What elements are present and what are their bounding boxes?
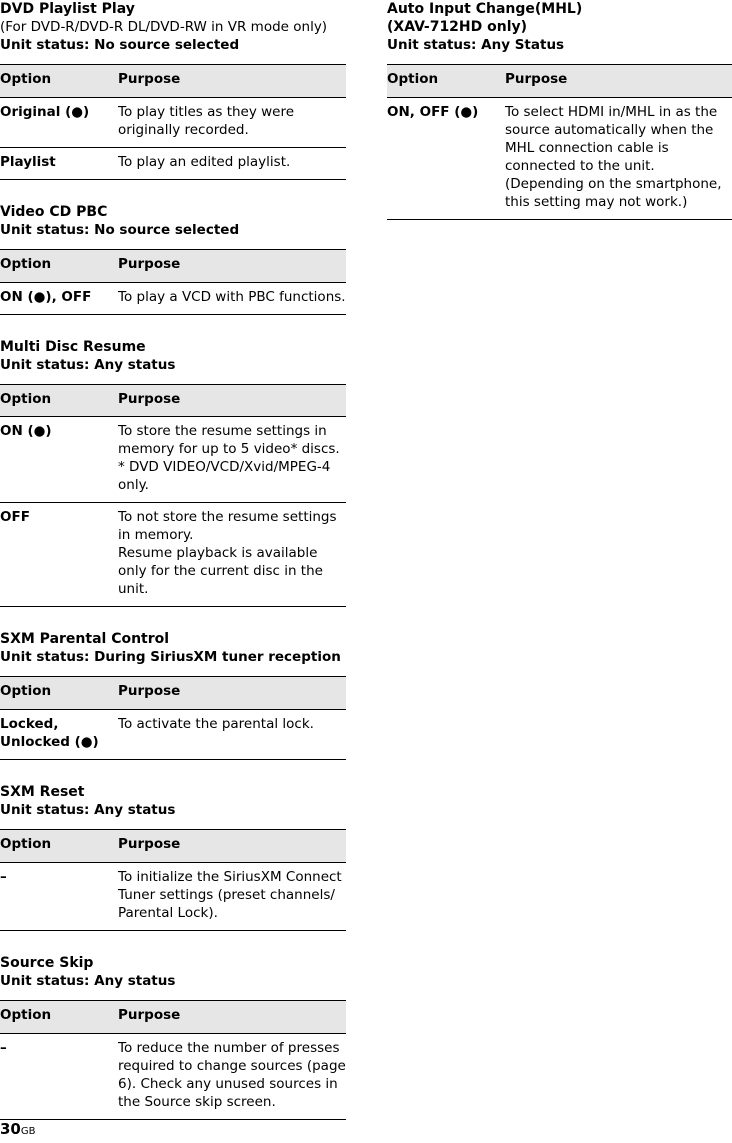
table-header-row: [0, 249, 346, 282]
table-row: [0, 710, 346, 760]
unit-status: Unit status: No source selected: [0, 221, 240, 238]
option-cell: ON, OFF (●): [387, 97, 505, 219]
option-cell: –: [0, 1033, 118, 1119]
setting-section-auto-input-change-mhl: [387, 0, 732, 220]
section-title: SXM Reset: [0, 784, 85, 801]
right-column: [387, 0, 732, 243]
table-header-row: [0, 1001, 346, 1034]
section-note: (For DVD-R/DVD-R DL/DVD-RW in VR mode only): [0, 19, 328, 35]
table-header-row: [387, 65, 732, 98]
setting-section-dvd-playlist-play: [0, 0, 346, 180]
option-column-header: Option: [0, 677, 118, 710]
option-column-header: Option: [0, 249, 118, 282]
purpose-cell: To play a VCD with PBC functions.: [118, 282, 346, 314]
option-column-header: Option: [0, 830, 118, 863]
option-cell: Original (●): [0, 97, 118, 147]
purpose-cell: To activate the parental lock.: [118, 710, 346, 760]
options-table: [0, 64, 346, 180]
option-cell: –: [0, 863, 118, 931]
purpose-column-header: Purpose: [118, 1001, 346, 1034]
purpose-column-header: Purpose: [118, 677, 346, 710]
section-title: SXM Parental Control: [0, 631, 170, 648]
purpose-cell: To not store the resume settings in memory. Resume playback is available only for the current disc in the unit.: [118, 503, 346, 607]
purpose-cell: To store the resume settings in memory for up to 5 video* discs. * DVD VIDEO/VCD/Xvid/MPEG-4 only.: [118, 417, 346, 503]
setting-section-sxm-parental-control: [0, 630, 346, 760]
unit-status: Unit status: Any status: [0, 973, 176, 990]
purpose-cell: To play an edited playlist.: [118, 147, 346, 179]
options-table: [387, 64, 732, 220]
unit-status: Unit status: Any status: [0, 356, 176, 373]
table-row: [0, 282, 346, 314]
option-cell: ON (●): [0, 417, 118, 503]
table-row: [0, 417, 346, 503]
purpose-column-header: Purpose: [118, 65, 346, 98]
option-column-header: Option: [0, 1001, 118, 1034]
table-header-row: [0, 677, 346, 710]
option-column-header: Option: [0, 384, 118, 417]
options-table: [0, 249, 346, 315]
section-title: Multi Disc Resume: [0, 338, 146, 355]
purpose-cell: To play titles as they were originally recorded.: [118, 97, 346, 147]
setting-section-video-cd-pbc: [0, 203, 346, 315]
option-cell: ON (●), OFF: [0, 282, 118, 314]
unit-status: Unit status: Any Status: [387, 37, 565, 53]
option-cell: Locked, Unlocked (●): [0, 710, 118, 760]
table-row: [0, 97, 346, 147]
section-title: DVD Playlist Play: [0, 1, 135, 17]
unit-status: Unit status: During SiriusXM tuner reception: [0, 649, 341, 666]
unit-status: Unit status: No source selected: [0, 37, 240, 53]
page-number-suffix: GB: [20, 1126, 36, 1137]
options-table: [0, 676, 346, 760]
section-title: Video CD PBC: [0, 203, 108, 220]
setting-section-sxm-reset: [0, 783, 346, 931]
table-row: [0, 503, 346, 607]
left-column: [0, 0, 346, 1143]
purpose-column-header: Purpose: [118, 249, 346, 282]
section-title: Source Skip: [0, 955, 94, 972]
setting-section-source-skip: [0, 954, 346, 1120]
purpose-column-header: Purpose: [118, 384, 346, 417]
unit-status: Unit status: Any status: [0, 802, 176, 819]
table-header-row: [0, 65, 346, 98]
purpose-cell: To initialize the SiriusXM Connect Tuner settings (preset channels/ Parental Lock).: [118, 863, 346, 931]
page-number-value: 30: [0, 1120, 21, 1138]
option-column-header: Option: [387, 65, 505, 98]
table-row: [0, 147, 346, 179]
section-title: Auto Input Change(MHL) (XAV-712HD only): [387, 1, 583, 35]
table-row: [387, 97, 732, 219]
table-row: [0, 863, 346, 931]
purpose-column-header: Purpose: [505, 65, 732, 98]
setting-section-multi-disc-resume: [0, 338, 346, 608]
option-column-header: Option: [0, 65, 118, 98]
options-table: [0, 829, 346, 931]
options-table: [0, 1000, 346, 1120]
purpose-cell: To reduce the number of presses required to change sources (page 6). Check any unused sources in the Source skip screen.: [118, 1033, 346, 1119]
option-cell: OFF: [0, 503, 118, 607]
table-row: [0, 1033, 346, 1119]
options-table: [0, 384, 346, 608]
table-header-row: [0, 830, 346, 863]
purpose-column-header: Purpose: [118, 830, 346, 863]
purpose-cell: To select HDMI in/MHL in as the source automatically when the MHL connection cable is connected to the unit. (Depending on the smartphone, this setting may not work.): [505, 97, 732, 219]
option-cell: Playlist: [0, 147, 118, 179]
table-header-row: [0, 384, 346, 417]
